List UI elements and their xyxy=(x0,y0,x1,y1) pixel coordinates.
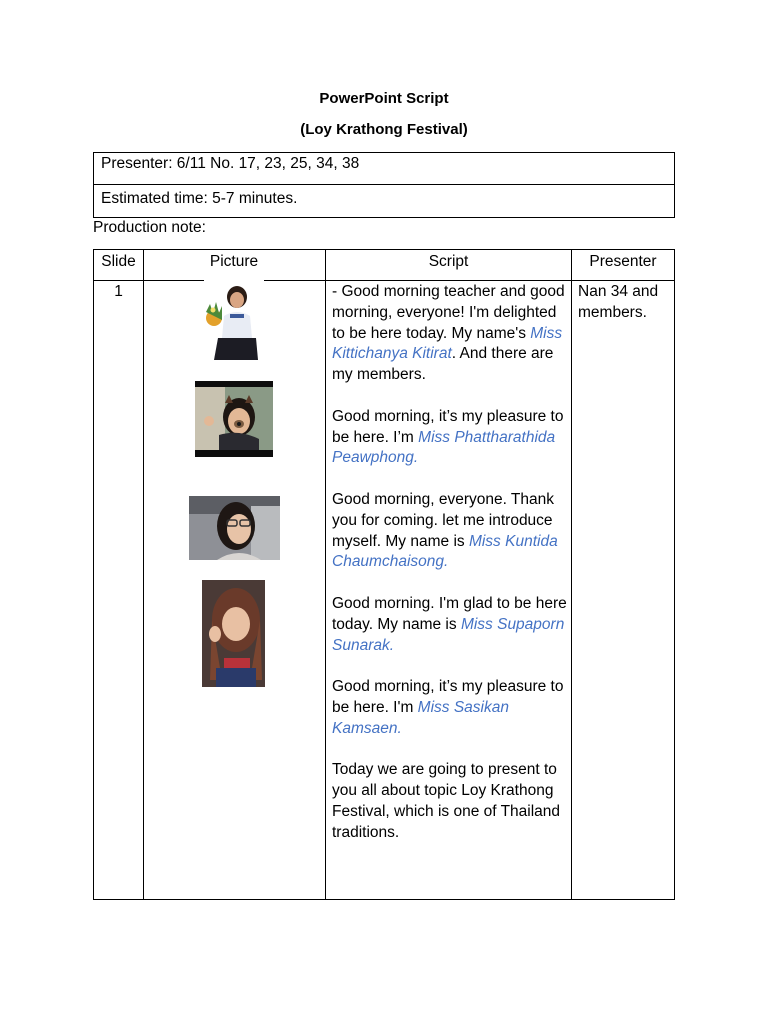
member-name: Miss Phattharathida Peawphong. xyxy=(332,428,556,467)
member-name: Miss Kittichanya Kitirat xyxy=(332,324,563,363)
presenter-info: Presenter: 6/11 No. 17, 23, 25, 34, 38 xyxy=(101,155,360,172)
presenter-photo-4 xyxy=(202,580,265,687)
script-paragraph-1: - Good morning teacher and good morning, everyone! I'm delighted to be here today. My name's Miss Kittichanya Kitirat. And there are my members. xyxy=(332,283,565,384)
estimated-time: Estimated time: 5-7 minutes. xyxy=(94,184,674,217)
header-picture: Picture xyxy=(209,253,259,270)
header-slide: Slide xyxy=(101,253,136,270)
script-paragraph-4: Good morning. I'm glad to be here today. My name is Miss Supaporn Sunarak. xyxy=(332,594,567,654)
member-name: Miss Sasikan Kamsaen. xyxy=(332,698,509,737)
script-text xyxy=(332,282,568,864)
presenter-photo-3 xyxy=(189,496,280,560)
column-divider xyxy=(571,250,572,899)
member-name: Miss Supaporn Sunarak. xyxy=(332,615,565,654)
presenter-cell: Nan 34 and members. xyxy=(578,283,659,321)
script-paragraph-2: Good morning, it’s my pleasure to be here. I’m Miss Phattharathida Peawphong. xyxy=(332,407,564,467)
slide-number: 1 xyxy=(114,283,123,300)
column-divider xyxy=(143,250,144,899)
member-name: Miss Kuntida Chaumchaisong. xyxy=(332,532,558,571)
presenter-photo-2 xyxy=(195,381,273,457)
script-paragraph-5: Good morning, it’s my pleasure to be here. I'm Miss Sasikan Kamsaen. xyxy=(332,678,564,737)
presenter-photo-1 xyxy=(204,280,264,361)
info-table xyxy=(93,152,675,218)
production-note: Production note: xyxy=(93,219,206,236)
document-title: PowerPoint Script xyxy=(319,90,449,107)
header-script: Script xyxy=(428,253,469,270)
column-divider xyxy=(325,250,326,899)
document-subtitle: (Loy Krathong Festival) xyxy=(300,121,468,138)
script-paragraph-6: Today we are going to present to you all about topic Loy Krathong Festival, which is one of Thailand traditions. xyxy=(332,761,561,841)
header-presenter: Presenter xyxy=(589,253,657,270)
script-table xyxy=(93,249,675,900)
script-paragraph-3: Good morning, everyone. Thank you for coming. let me introduce myself. My name is Miss Kuntida Chaumchaisong. xyxy=(332,490,558,571)
header-divider xyxy=(94,280,674,281)
